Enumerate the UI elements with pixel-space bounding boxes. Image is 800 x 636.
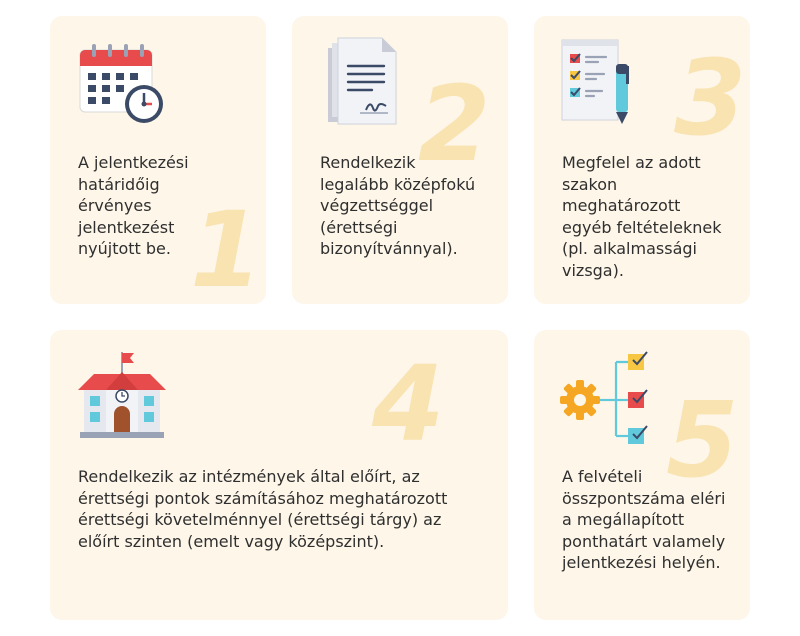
card-text [78,152,248,260]
text-line: előírt szinten (emelt vagy középszint). [78,531,385,551]
text-line: A jelentkezési [78,153,189,172]
criterion-card-3 [534,16,750,304]
text-line: jelentkezést [78,217,175,237]
card-number: 4 [372,343,445,465]
text-line: Rendelkezik [320,153,416,172]
card-text [562,466,746,574]
criterion-card-4 [50,330,508,620]
card-number: 1 [190,189,263,304]
card-text [78,466,498,552]
text-line: összpontszáma eléri [562,488,726,508]
calendar-clock-icon [78,38,166,126]
text-line: érettségi pontok számításához meghatározott [78,488,448,508]
card-number: 3 [674,37,747,159]
text-line: határidőig [78,174,160,194]
text-line: vizsga). [562,260,624,280]
text-line: (pl. alkalmassági [562,239,697,258]
text-line: Rendelkezik az intézmények által előírt, az [78,467,420,486]
text-line: ponthatárt valamely [562,531,726,551]
text-line: szakon [562,174,618,194]
signed-document-icon [326,36,400,128]
gear-checklist-icon [560,348,654,446]
card-text [320,152,500,260]
text-line: végzettséggel [320,196,434,215]
text-line: nyújtott be. [78,239,171,258]
text-line: érettségi követelménnyel (érettségi tárgy) az [78,510,442,529]
criterion-card-1 [50,16,266,304]
text-line: Megfelel az adott [562,153,701,172]
card-number: 2 [418,63,491,185]
text-line: A felvételi [562,467,643,486]
school-building-icon [78,350,166,440]
text-line: bizonyítvánnyal). [320,239,458,258]
text-line: (érettségi [320,217,398,237]
checklist-pen-icon [560,36,640,128]
criterion-card-2 [292,16,508,304]
text-line: a megállapított [562,510,685,529]
text-line: jelentkezési helyén. [562,553,721,572]
card-number: 5 [666,379,739,501]
criterion-card-5 [534,330,750,620]
text-line: legalább középfokú [320,174,476,194]
text-line: egyéb feltételeknek [562,217,722,237]
text-line: meghatározott [562,196,681,215]
text-line: érvényes [78,196,152,215]
card-text [562,152,742,281]
